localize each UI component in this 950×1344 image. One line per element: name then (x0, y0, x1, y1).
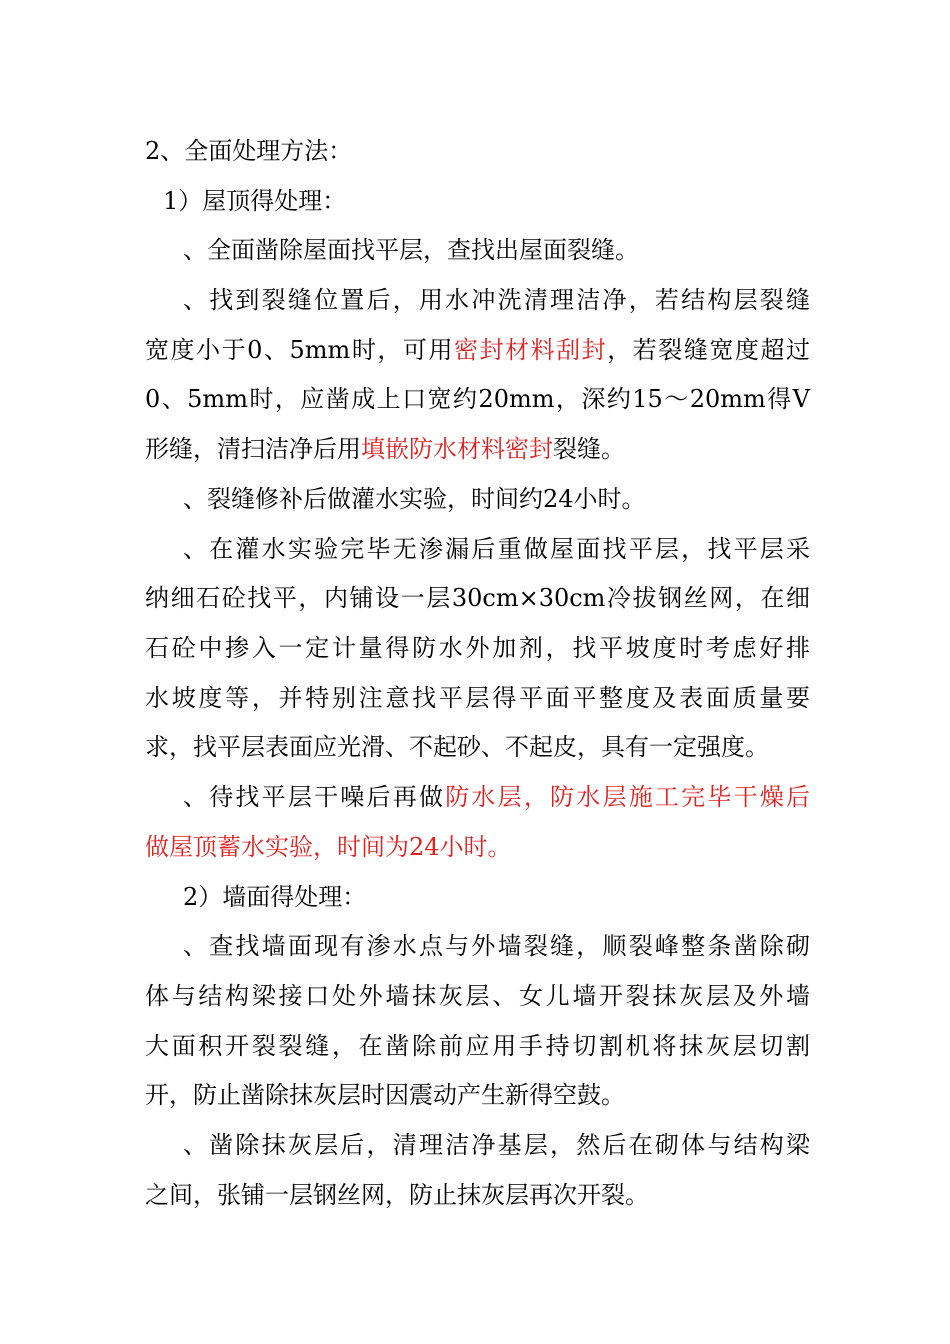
heading-text: 2、全面处理方法： (145, 137, 353, 165)
paragraph-line (145, 931, 810, 961)
subsection-title-text: 2）墙面得处理： (183, 883, 367, 911)
paragraph-text: 水坡度等，并特别注意找平层得平面平整度及表面质量要 (145, 684, 810, 712)
paragraph-text: 、待找平层干噪后再做 (183, 783, 446, 811)
paragraph-text: 宽度小于0、5mm时，可用 (145, 336, 454, 364)
subsection-title-wall (145, 882, 810, 912)
paragraph-line (145, 434, 810, 464)
highlight-text: 防水层，防水层施工完毕干燥后 (445, 783, 811, 811)
paragraph-line (145, 732, 810, 762)
paragraph-text: 0、5mm时，应凿成上口宽约20mm，深约15～20mm得V (145, 385, 810, 413)
paragraph-text: ，若裂缝宽度超过 (607, 336, 810, 364)
paragraph-line (145, 683, 810, 713)
paragraph-text: 、全面凿除屋面找平层，查找出屋面裂缝。 (183, 236, 639, 264)
paragraph-text: 纳细石砼找平，内铺设一层30cm×30cm冷拔钢丝网，在细 (145, 584, 810, 612)
paragraph-text: 体与结构梁接口处外墙抹灰层、女儿墙开裂抹灰层及外墙 (145, 982, 810, 1010)
highlight-text: 做屋顶蓄水实验，时间为24小时。 (145, 833, 512, 861)
paragraph-line (145, 782, 810, 812)
paragraph-line (145, 235, 810, 265)
paragraph-text: 、在灌水实验完毕无渗漏后重做屋面找平层，找平层采 (183, 535, 810, 563)
paragraph-line (145, 583, 810, 613)
paragraph-line (145, 1080, 810, 1110)
paragraph-text: 、查找墙面现有渗水点与外墙裂缝，顺裂峰整条凿除砌 (183, 932, 810, 960)
paragraph-text: 大面积开裂裂缝，在凿除前应用手持切割机将抹灰层切割 (145, 1032, 810, 1060)
paragraph-text: 石砼中掺入一定计量得防水外加剂，找平坡度时考虑好排 (145, 634, 810, 662)
paragraph-text: 裂缝。 (553, 435, 625, 463)
paragraph-text: 开，防止凿除抹灰层时因震动产生新得空鼓。 (145, 1081, 625, 1109)
paragraph-text: 、裂缝修补后做灌水实验，时间约24小时。 (183, 485, 646, 513)
highlight-text: 填嵌防水材料密封 (361, 435, 553, 463)
paragraph-line (145, 633, 810, 663)
paragraph-text: 、找到裂缝位置后，用水冲洗清理洁净，若结构层裂缝 (183, 286, 810, 314)
subsection-title-text: 1）屋顶得处理： (163, 187, 347, 215)
paragraph-text: 、凿除抹灰层后，清理洁净基层，然后在砌体与结构梁 (183, 1131, 810, 1159)
highlight-text: 密封材料刮封 (453, 336, 608, 364)
paragraph-line (145, 1130, 810, 1160)
paragraph-line (145, 534, 810, 564)
section-heading (145, 136, 810, 166)
paragraph-line (145, 335, 810, 365)
paragraph-line (145, 1031, 810, 1061)
paragraph-text: 之间，张铺一层钢丝网，防止抹灰层再次开裂。 (145, 1181, 649, 1209)
paragraph-line (145, 981, 810, 1011)
paragraph-line (145, 832, 810, 862)
paragraph-line (145, 384, 810, 414)
paragraph-line (145, 484, 810, 514)
paragraph-line (145, 1180, 810, 1210)
subsection-title-roof (145, 186, 810, 216)
paragraph-text: 求，找平层表面应光滑、不起砂、不起皮，具有一定强度。 (145, 733, 769, 761)
paragraph-line (145, 285, 810, 315)
paragraph-text: 形缝，清扫洁净后用 (145, 435, 361, 463)
